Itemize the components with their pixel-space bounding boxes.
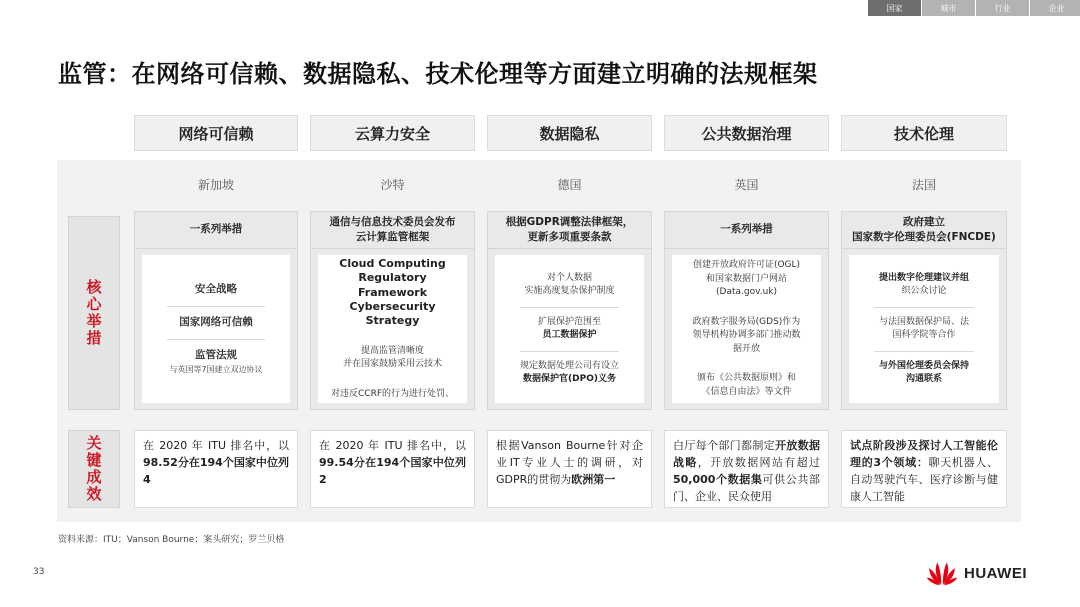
- measure-item: 提出数字伦理建议并组 织公众讨论: [878, 272, 969, 296]
- result-box: 在 2020 年 ITU 排名中，以 98.52分在194个国家中位列4: [134, 430, 298, 508]
- huawei-flower-icon: [926, 560, 958, 586]
- measure-item: 颁布《公共数据原则》和 《信息自由法》等文件: [696, 373, 796, 397]
- result-box: 白厅每个部门都制定开放数据战略，开放数据网站有超过50,000个数据集可供公共部门、企业、民众使用: [664, 430, 829, 508]
- nav-tab-country[interactable]: 国家: [868, 0, 921, 16]
- divider: [167, 339, 265, 340]
- country-label: 新加坡: [197, 177, 234, 192]
- side-label-results: 关键成效: [68, 430, 120, 508]
- measure-item: 国家网络可信赖: [179, 316, 253, 329]
- measure-item: Cloud Computing Regulatory Framework Cybersecurity Strategy: [339, 257, 446, 328]
- nav-tab-city[interactable]: 城市: [922, 0, 975, 16]
- measure-item: 提高监管清晰度 并在国家鼓励采用云技术: [342, 345, 442, 369]
- measure-item: 创建开放政府许可证(OGL) 和国家数据门户网站 (Data.gov.uk): [692, 260, 801, 297]
- measure-item: 对违反CCRF的行为进行处罚、: [331, 388, 454, 399]
- measure-header: 一系列举措: [664, 211, 829, 249]
- country-label: 德国: [557, 177, 582, 192]
- divider: [520, 351, 618, 352]
- divider: [167, 306, 265, 307]
- measure-body: [487, 249, 652, 410]
- page-number: 33: [33, 567, 45, 577]
- column-header-data-privacy: 数据隐私: [487, 115, 652, 151]
- side-label-measures: 核心举措: [68, 216, 120, 410]
- measure-header: 通信与信息技术委员会发布 云计算监管框架: [310, 211, 475, 249]
- measure-body: [664, 249, 829, 410]
- page-title: 监管：在网络可信赖、数据隐私、技术伦理等方面建立明确的法规框架: [58, 60, 818, 88]
- result-box: 在 2020 年 ITU 排名中，以 99.54分在194个国家中位列2: [310, 430, 475, 508]
- measure-item: 规定数据处理公司有设立 数据保护官(DPO)义务: [519, 360, 619, 384]
- divider: [874, 351, 973, 352]
- divider: [874, 307, 973, 308]
- measure-item: 监管法规 与英国等7国建立双边协议: [169, 348, 263, 374]
- nav-tab-industry[interactable]: 行业: [976, 0, 1029, 16]
- source-note: 资料来源：ITU；Vanson Bourne；案头研究；罗兰贝格: [58, 535, 285, 545]
- country-label: 沙特: [380, 177, 405, 192]
- measure-header: 根据GDPR调整法律框架， 更新多项重要条款: [487, 211, 652, 249]
- measure-header: 一系列举措: [134, 211, 298, 249]
- column-header-tech-ethics: 技术伦理: [841, 115, 1007, 151]
- column-header-cloud-security: 云算力安全: [310, 115, 475, 151]
- measure-body: [310, 249, 475, 410]
- measure-body: [134, 249, 298, 410]
- country-label: 英国: [734, 177, 759, 192]
- result-box: 试点阶段涉及探讨人工智能伦理的3个领域：聊天机器人、自动驾驶汽车、医疗诊断与健康人工智能: [841, 430, 1007, 508]
- divider: [520, 307, 618, 308]
- measure-item: 与法国数据保护局、法 国科学院等合作: [878, 316, 969, 340]
- measure-item: 安全战略: [195, 283, 237, 296]
- huawei-wordmark: HUAWEI: [964, 564, 1027, 582]
- measure-header: 政府建立 国家数字伦理委员会(FNCDE): [841, 211, 1007, 249]
- column-header-public-data: 公共数据治理: [664, 115, 829, 151]
- column-header-network-trust: 网络可信赖: [134, 115, 298, 151]
- huawei-logo: [926, 560, 1027, 586]
- nav-tab-enterprise[interactable]: 企业: [1030, 0, 1080, 16]
- result-box: 根据Vanson Bourne针对企业IT专业人士的调研，对GDPR的贯彻为欧洲第一: [487, 430, 652, 508]
- top-nav: [868, 0, 1080, 16]
- measure-body: [841, 249, 1007, 410]
- measure-item: 政府数字服务局(GDS)作为 领导机构协调多部门推动数 据开放: [692, 316, 801, 354]
- measure-item: 扩展保护范围至 员工数据保护: [537, 316, 601, 340]
- measure-item: 对个人数据 实施高度复杂保护制度: [524, 272, 615, 296]
- country-label: 法国: [911, 177, 936, 192]
- measure-item: 与外国伦理委员会保持 沟通联系: [878, 360, 969, 384]
